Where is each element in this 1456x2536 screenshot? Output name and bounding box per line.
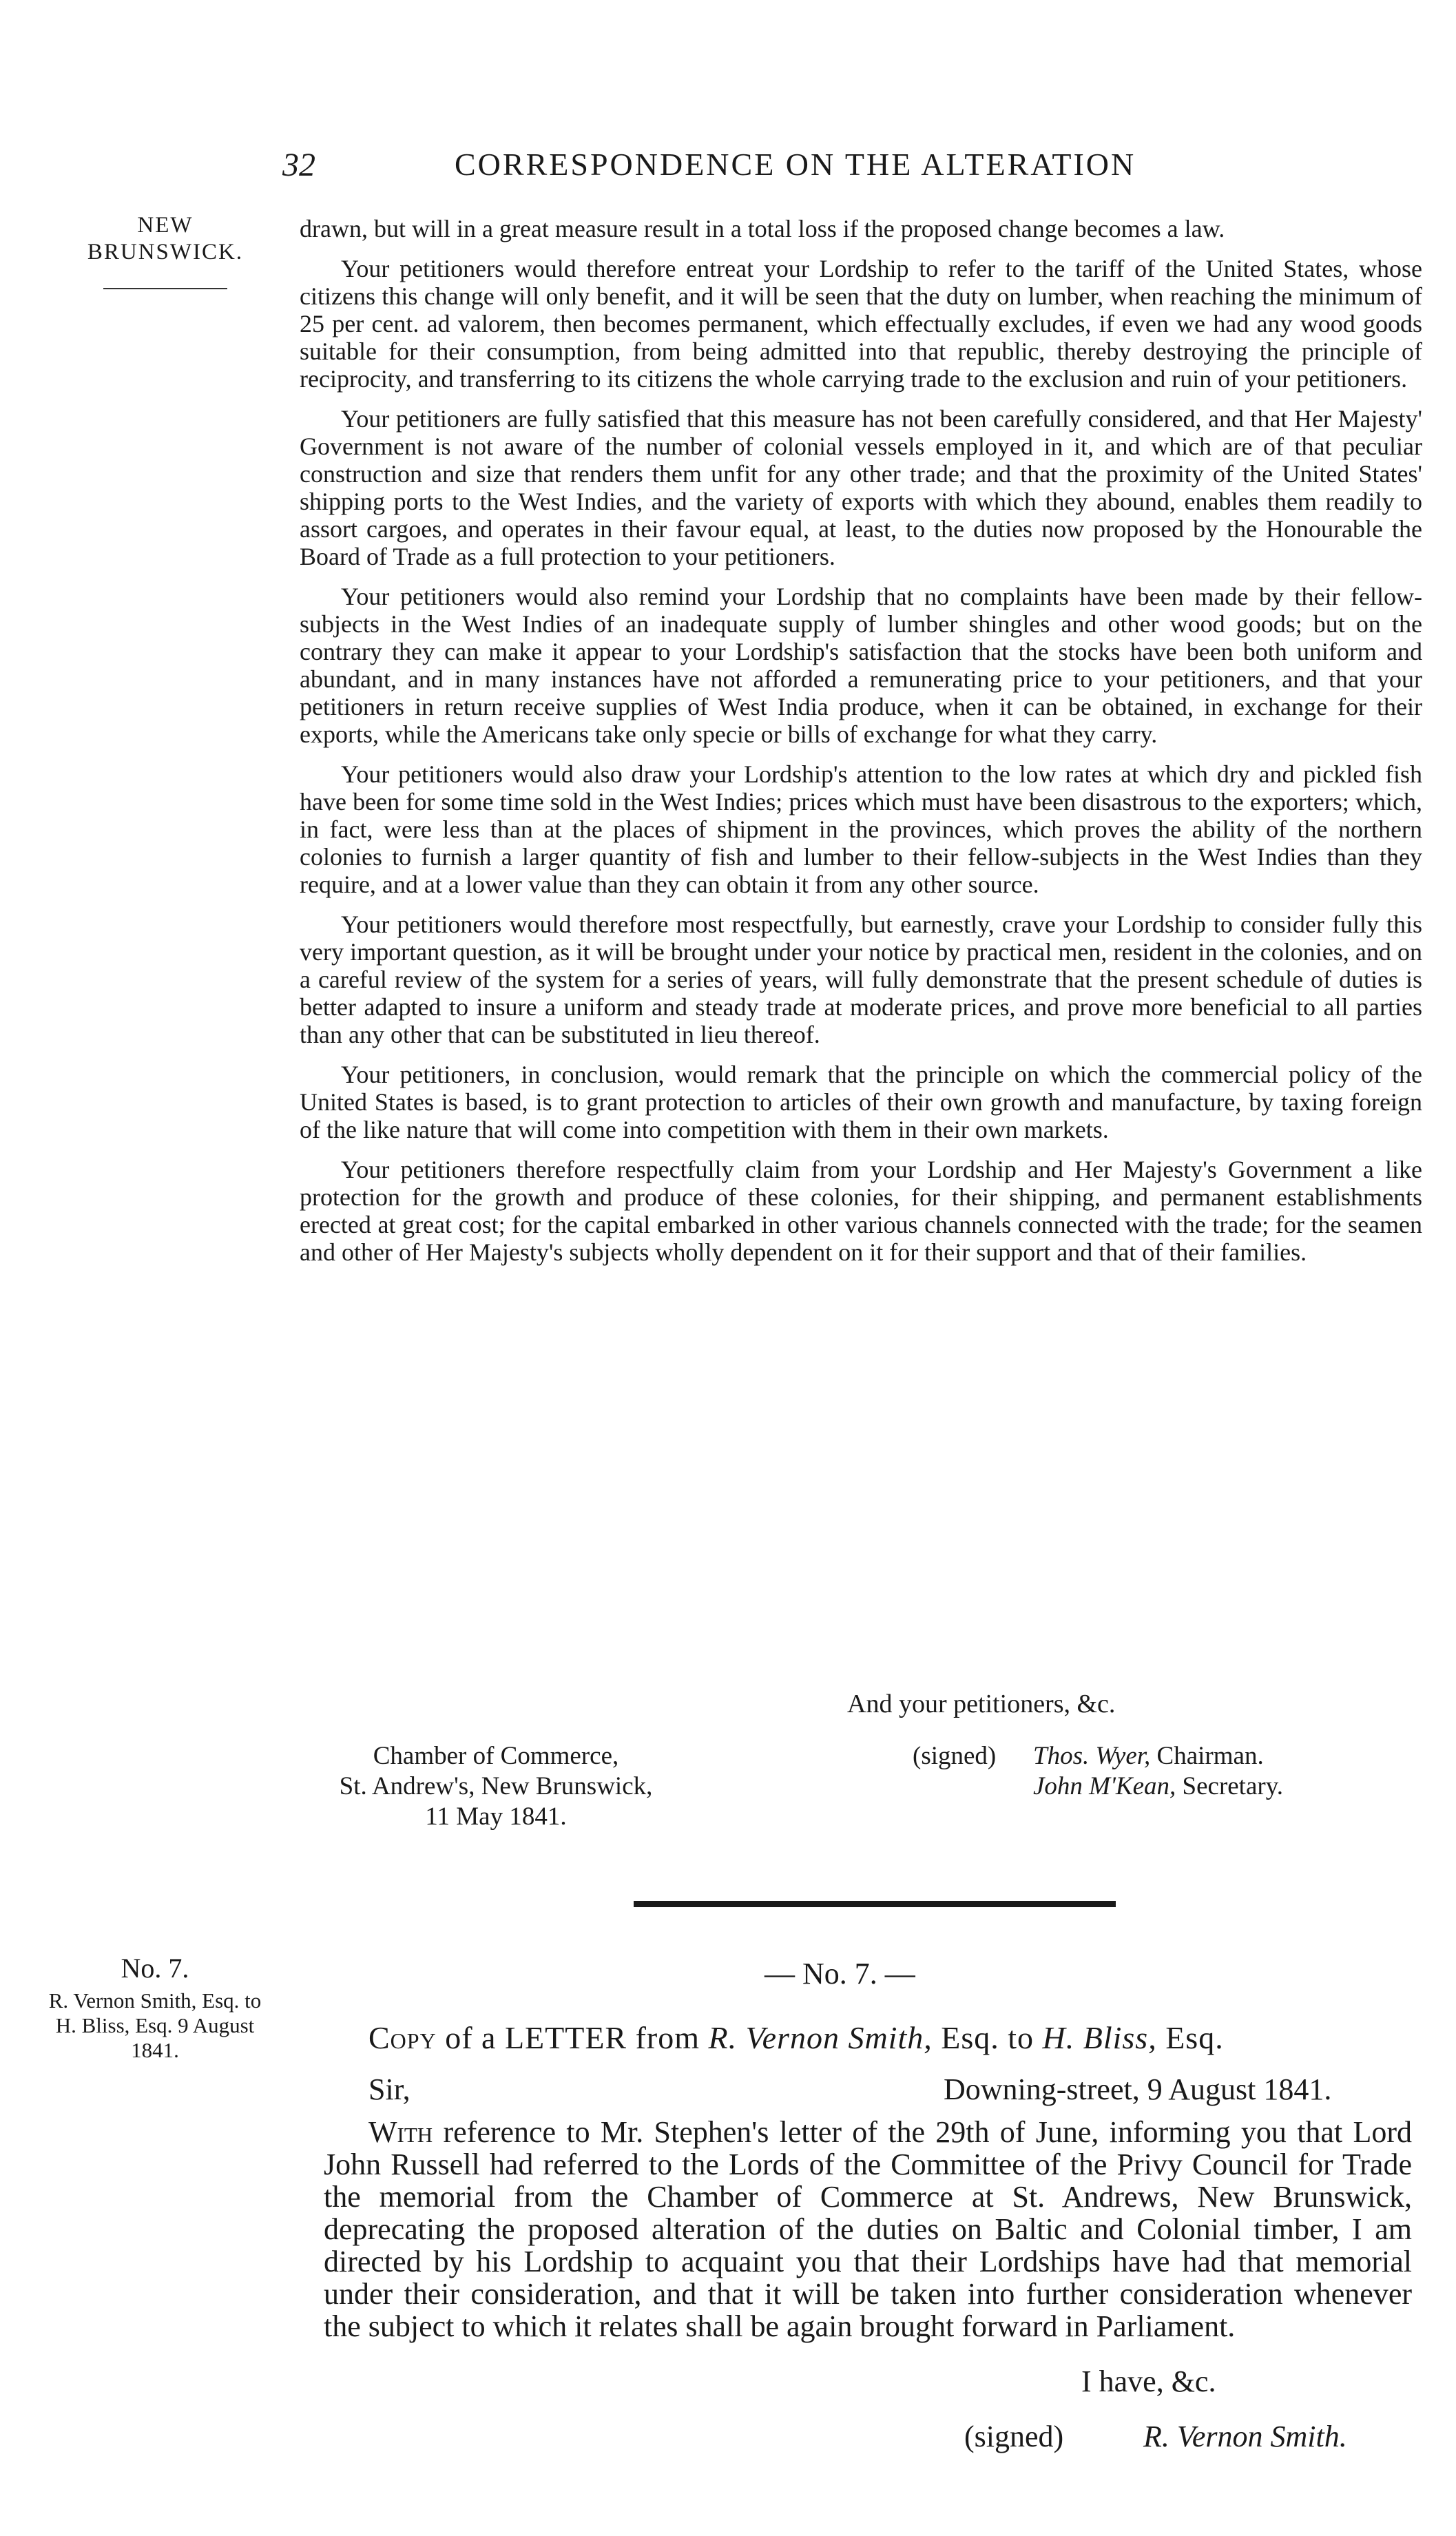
title-text: Esq. to: [941, 2020, 1034, 2055]
page-number: 32: [282, 147, 315, 183]
petition-paragraph: Your petitioners, in conclusion, would remark that the principle on which the commercial policy of the United States is based, is to grant protection to articles of their own growth and manufacture, by taxing foreign of the like nature that will come into competition with them in their own markets.: [300, 1061, 1422, 1143]
section-number: — No. 7. —: [765, 1957, 915, 1991]
letter-signer: R. Vernon Smith.: [1143, 2420, 1347, 2453]
title-text: Esq.: [1165, 2020, 1224, 2055]
petition-paragraph: Your petitioners would also remind your Lordship that no complaints have been made by their fellow-subjects in the West Indies of an inadequate supply of lumber shingles and other wood goods; but on the contrary they can make it appear to your Lordship's satisfaction that the stocks have been both uniform and abundant, and in many instances have not afforded a remunerating price to your petitioners, and that your petitioners in return receive supplies of West India produce, when it can be obtained, in exchange for their exports, while the Americans take only specie or bills of exchange for what they carry.: [300, 583, 1422, 748]
section-divider: [634, 1901, 1116, 1907]
title-copy: Copy: [368, 2020, 437, 2055]
petition-paragraph: Your petitioners would therefore most respectfully, but earnestly, crave your Lordship to consider fully this very important question, as it will be brought under your notice by practical men, resident in the colonies, and on a careful review of the system for a series of years, will fully demonstrate that the present schedule of duties is better adapted to insure a uniform and steady trade at moderate prices, and prove more beneficial to all parties than any other that can be substituted in lieu thereof.: [300, 911, 1422, 1048]
origin-date: 11 May 1841.: [425, 1802, 567, 1831]
title-to: H. Bliss,: [1042, 2020, 1157, 2055]
letter-salutation: Sir,: [368, 2072, 410, 2106]
letter-signed-label: (signed): [964, 2420, 1064, 2453]
signer-role: Chairman.: [1156, 1742, 1264, 1770]
petition-paragraph: Your petitioners would also draw your Lordship's attention to the low rates at which dry and pickled fish have been for some time sold in the West Indies; prices which must have been disastrous to the exporters; which, in fact, were less than at the places of shipment in the provinces, which proves the ability of the northern colonies to furnish a larger quantity of fish and lumber to their fellow-subjects in the West Indies than they require, and at a lower value than they can obtain it from any other source.: [300, 760, 1422, 898]
origin-line: St. Andrew's, New Brunswick,: [339, 1772, 653, 1800]
petition-closing: And your petitioners, &c.: [847, 1690, 1116, 1718]
margin-note-no7-detail: R. Vernon Smith, Esq. to H. Bliss, Esq. 9 August 1841.: [48, 1988, 262, 2062]
signer-role: Secretary.: [1182, 1772, 1284, 1800]
signer-name: John M'Kean,: [1033, 1772, 1176, 1800]
petition-origin: [289, 1741, 703, 1832]
petition-paragraph: Your petitioners are fully satisfied that this measure has not been carefully considered, and that Her Majesty' Government is not aware of the number of colonial vessels employed in it, and which are of that peculiar construction and size that renders them unfit for any other trade; and that the proximity of the United States' shipping ports to the West Indies, and the variety of exports with which they abound, enables them readily to assort cargoes, and operates in their favour equal, at least, to the duties now proposed by the Honourable the Board of Trade as a full protection to your petitioners.: [300, 405, 1422, 570]
running-head: CORRESPONDENCE ON THE ALTERATION: [455, 147, 1136, 182]
petition-paragraph: Your petitioners would therefore entreat your Lordship to refer to the tariff of the United States, whose citizens this change will only benefit, and it will be seen that the duty on lumber, when reaching the minimum of 25 per cent. ad valorem, then becomes permanent, which effectually excludes, if even we had any wood goods suitable for their consumption, from being admitted into that republic, thereby destroying the principle of reciprocity, and transferring to its citizens the whole carrying trade to the exclusion and ruin of your petitioners.: [300, 255, 1422, 393]
signer-name: Thos. Wyer,: [1033, 1742, 1151, 1770]
letter-title: [368, 2019, 1224, 2056]
petition-body: [300, 215, 1422, 1278]
letter-first-word: With: [368, 2115, 433, 2149]
signed-label: (signed): [913, 1742, 997, 1770]
title-from: R. Vernon Smith,: [708, 2020, 933, 2055]
origin-line: Chamber of Commerce,: [373, 1742, 619, 1770]
letter-text: reference to Mr. Stephen's letter of the 29th of June, informing you that Lord John Russell had referred to the Lords of the Committee of the Privy Council for Trade the memorial from the Chamber of Commerce at St. Andrews, New Brunswick, deprecating the proposed alteration of the duties on Baltic and Colonial timber, I am directed by his Lordship to acquaint you that their Lordships have had that memorial under their consideration, and that it will be taken into further consideration whenever the subject to which it relates shall be again brought forward in Parliament.: [324, 2115, 1413, 2343]
petition-signatories: [1033, 1741, 1283, 1802]
margin-note-no7: No. 7.: [121, 1953, 189, 1984]
letter-dateline: Downing-street, 9 August 1841.: [944, 2072, 1332, 2106]
page-header: [275, 146, 1446, 194]
title-text: of a LETTER from: [445, 2020, 700, 2055]
margin-rule: [103, 288, 227, 289]
petition-paragraph: Your petitioners therefore respectfully claim from your Lordship and Her Majesty's Government a like protection for the growth and produce of these colonies, for their shipping, and permanent establishments erected at great cost; for the capital embarked in other various channels connected with the trade; for the seamen and other of Her Majesty's subjects wholly dependent on it for their support and that of their families.: [300, 1156, 1422, 1266]
letter-body: [324, 2116, 1412, 2342]
margin-note-new-brunswick: NEW BRUNSWICK.: [87, 213, 244, 264]
letter-sign-off: I have, &c.: [1081, 2364, 1216, 2398]
petition-paragraph: drawn, but will in a great measure result in a total loss if the proposed change becomes a law.: [300, 215, 1225, 242]
